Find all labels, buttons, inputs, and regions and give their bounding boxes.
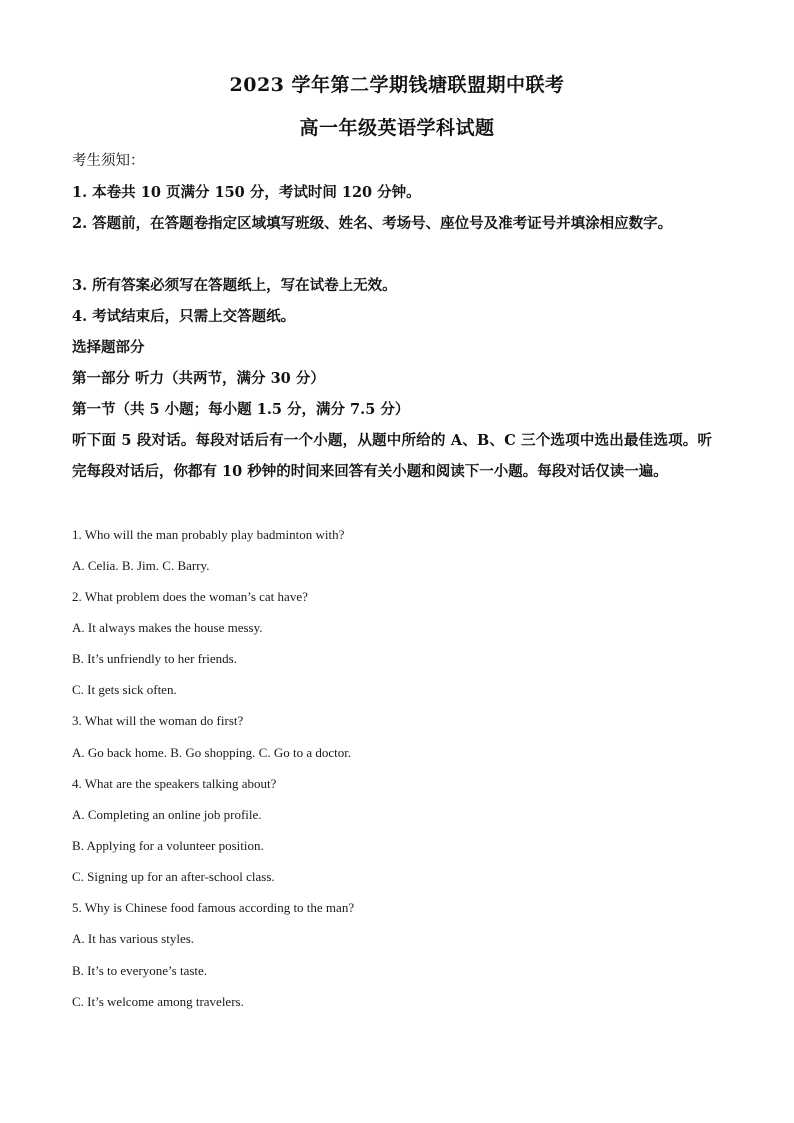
question-4-option-a: A. Completing an online job profile. — [72, 807, 262, 822]
question-4-stem: 4. What are the speakers talking about? — [72, 776, 277, 791]
question-3-stem: 3. What will the woman do first? — [72, 713, 244, 728]
question-5-option-a: A. It has various styles. — [72, 931, 195, 946]
question-3-options: A. Go back home. B. Go shopping. C. Go to a doctor. — [72, 745, 352, 760]
part-label: 选择题部分 — [72, 339, 145, 356]
question-1-options: A. Celia. B. Jim. C. Barry. — [72, 558, 210, 573]
question-1-stem: 1. Who will the man probably play badminton with? — [72, 527, 345, 542]
exam-subtitle: 高一年级英语学科试题 — [299, 117, 495, 139]
listening-instructions: 听下面 5 段对话。每段对话后有一个小题，从题中所给的 A、B、C 三个选项中选出最佳选项。听完每段对话后，你都有 10 秒钟的时间来回答有关小题和阅读下一小题。每段对话仅读一遍。 — [72, 432, 712, 480]
notice-heading: 考生须知： — [72, 153, 145, 169]
question-2-option-c: C. It gets sick often. — [72, 682, 177, 697]
section-1-heading: 第一节（共 5 小题；每小题 1.5 分，满分 7.5 分） — [72, 401, 410, 418]
question-2-option-b: B. It’s unfriendly to her friends. — [72, 651, 237, 666]
question-5-option-c: C. It’s welcome among travelers. — [72, 994, 244, 1009]
notice-item-4: 4. 考试结束后，只需上交答题纸。 — [72, 308, 296, 325]
question-5-option-b: B. It’s to everyone’s taste. — [72, 963, 208, 978]
part-1-heading: 第一部分 听力（共两节，满分 30 分） — [72, 370, 325, 387]
question-5-stem: 5. Why is Chinese food famous according to the man? — [72, 900, 355, 915]
notice-item-1: 1. 本卷共 10 页满分 150 分，考试时间 120 分钟。 — [72, 184, 421, 201]
question-2-option-a: A. It always makes the house messy. — [72, 620, 263, 635]
notice-item-3: 3. 所有答案必须写在答题纸上，写在试卷上无效。 — [72, 277, 397, 294]
question-4-option-c: C. Signing up for an after-school class. — [72, 869, 275, 884]
question-2-stem: 2. What problem does the woman’s cat have? — [72, 589, 308, 604]
exam-title: 2023 学年第二学期钱塘联盟期中联考 — [229, 74, 565, 96]
question-4-option-b: B. Applying for a volunteer position. — [72, 838, 264, 853]
notice-item-2: 2. 答题前，在答题卷指定区域填写班级、姓名、考场号、座位号及准考证号并填涂相应数字。 — [72, 215, 673, 232]
